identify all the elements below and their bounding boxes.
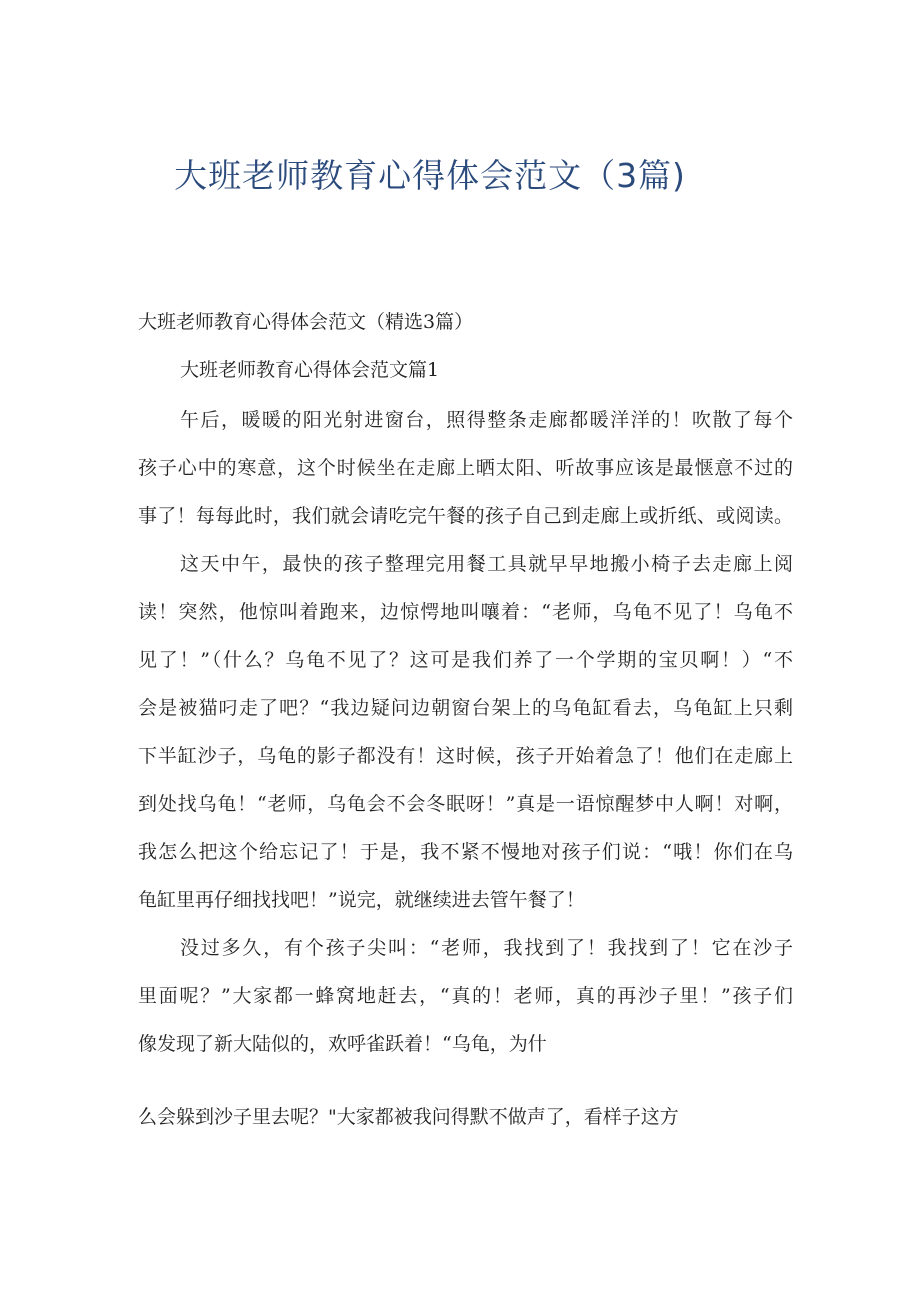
paragraph-line: 没过多久，有个孩子尖叫：“老师，我找到了！我找到了！它在沙子 xyxy=(180,937,793,959)
section-heading: 大班老师教育心得体会范文篇1 xyxy=(180,359,440,381)
paragraph-line: 事了！每每此时，我们就会请吃完午餐的孩子自己到走廊上或折纸、或阅读。 xyxy=(138,505,793,527)
document-subtitle: 大班老师教育心得体会范文（精选3篇） xyxy=(138,311,474,333)
paragraph-line: 下半缸沙子，乌龟的影子都没有！这时候，孩子开始着急了！他们在走廊上 xyxy=(138,745,793,767)
paragraph-line: 龟缸里再仔细找找吧！”说完，就继续进去管午餐了！ xyxy=(138,889,585,911)
paragraph-line: 午后，暖暖的阳光射进窗台，照得整条走廊都暖洋洋的！吹散了每个 xyxy=(180,409,793,431)
document-title: 大班老师教育心得体会范文（3篇) xyxy=(174,156,686,195)
paragraph-line: 会是被猫叼走了吧？“我边疑问边朝窗台架上的乌龟缸看去，乌龟缸上只剩 xyxy=(138,697,793,719)
paragraph-line: 么会躲到沙子里去呢？"大家都被我问得默不做声了，看样子这方 xyxy=(138,1106,679,1128)
paragraph-line: 孩子心中的寒意，这个时候坐在走廊上晒太阳、听故事应该是最惬意不过的 xyxy=(138,457,793,479)
paragraph-line: 里面呢？”大家都一蜂窝地赶去，“真的！老师，真的再沙子里！”孩子们 xyxy=(138,985,793,1007)
paragraph-line: 我怎么把这个给忘记了！于是，我不紧不慢地对孩子们说：“哦！你们在乌 xyxy=(138,841,793,863)
paragraph-line: 像发现了新大陆似的，欢呼雀跃着！“乌龟，为什 xyxy=(138,1033,547,1055)
paragraph-line: 见了！”（什么？乌龟不见了？这可是我们养了一个学期的宝贝啊！）“不 xyxy=(138,649,793,671)
paragraph-line: 这天中午，最快的孩子整理完用餐工具就早早地搬小椅子去走廊上阅 xyxy=(180,553,793,575)
paragraph-line: 到处找乌龟！“老师，乌龟会不会冬眠呀！”真是一语惊醒梦中人啊！对啊， xyxy=(138,793,793,815)
paragraph-line: 读！突然，他惊叫着跑来，边惊愕地叫嚷着：“老师，乌龟不见了！乌龟不 xyxy=(138,601,793,623)
